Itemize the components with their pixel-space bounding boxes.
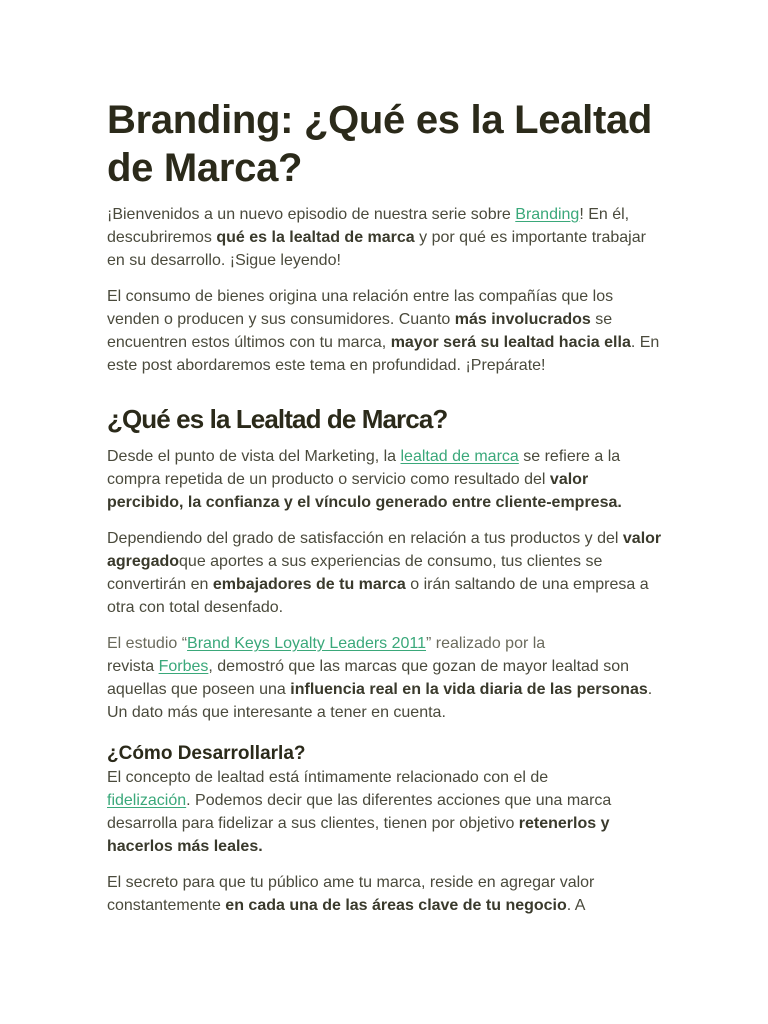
intro-paragraph [107,203,667,272]
p6-text-2: . Podemos decir que las diferentes acciones que una marca desarrolla para fidelizar a sus clientes, tienen por objetivo [107,792,612,832]
intro-text-2: ! En él, descubriremos [107,206,630,246]
p4-text-2: que aportes a sus experiencias de consumo, tus clientes se convertirán en [107,553,603,593]
satisfaction-paragraph [107,527,667,619]
p2-text-3: . En este post abordaremos este tema en profundidad. ¡Prepárate! [107,334,660,374]
brand-keys-link[interactable]: Brand Keys Loyalty Leaders 2011 [187,635,427,652]
p2-bold-2: mayor será su lealtad hacia ella [390,334,631,351]
p5-text-3: revista [107,658,159,675]
intro-text-3: y por qué es importante trabajar en su desarrollo. ¡Sigue leyendo! [107,229,646,269]
fidelization-paragraph [107,766,617,858]
branding-link[interactable]: Branding [515,206,580,223]
p6-text-1: El concepto de lealtad está íntimamente relacionado con el de [107,769,549,786]
intro-text-1: ¡Bienvenidos a un nuevo episodio de nuestra serie sobre [107,206,516,223]
p3-text-2: se refiere a la compra repetida de un producto o servicio como resultado del [107,448,621,488]
p2-bold-1: más involucrados [454,311,591,328]
subsection-heading-desarrollar: ¿Cómo Desarrollarla? [107,743,306,764]
p7-text-2: . A [566,897,586,914]
consumption-paragraph [107,285,667,377]
intro-bold-1: qué es la lealtad de marca [216,229,415,246]
p2-text-1: El consumo de bienes origina una relación entre las compañías que los venden o producen y sus consumidores. Cuanto [107,288,614,328]
article [107,96,667,930]
section-heading-lealtad: ¿Qué es la Lealtad de Marca? [107,404,448,434]
p5-text-4: , demostró que las marcas que gozan de mayor lealtad son aquellas que poseen una [107,658,630,698]
p4-bold-1: valor agregado [107,530,662,570]
forbes-link[interactable]: Forbes [158,658,209,675]
p4-text-3: o irán saltando de una empresa a otra con total desenfado. [107,576,649,616]
lealtad-link[interactable]: lealtad de marca [400,448,519,465]
definition-paragraph [107,445,667,514]
p2-text-2: se encuentren estos últimos con tu marca, [107,311,613,351]
p4-text-1: Dependiendo del grado de satisfacción en relación a tus productos y del [107,530,623,547]
p5-bold-1: influencia real en la vida diaria de las personas [290,681,648,698]
p5-text-1: El estudio “ [107,635,188,652]
study-paragraph [107,632,667,724]
p5-text-5: . Un dato más que interesante a tener en cuenta. [107,681,653,721]
secret-paragraph [107,871,627,917]
p7-bold-1: en cada una de las áreas clave de tu negocio [225,897,567,914]
p4-bold-2: embajadores de tu marca [212,576,406,593]
page-title: Branding: ¿Qué es la Lealtad de Marca? [107,98,653,190]
p6-bold-1: retenerlos y hacerlos más leales. [107,815,610,855]
p5-text-2: ” realizado por la [426,635,546,652]
fidelizacion-link[interactable]: fidelización [107,792,187,809]
p3-text-1: Desde el punto de vista del Marketing, la [107,448,401,465]
p3-bold-1: valor percibido, la confianza y el vínculo generado entre cliente-empresa. [107,471,622,511]
p7-text-1: El secreto para que tu público ame tu marca, reside en agregar valor constantemente [107,874,595,914]
